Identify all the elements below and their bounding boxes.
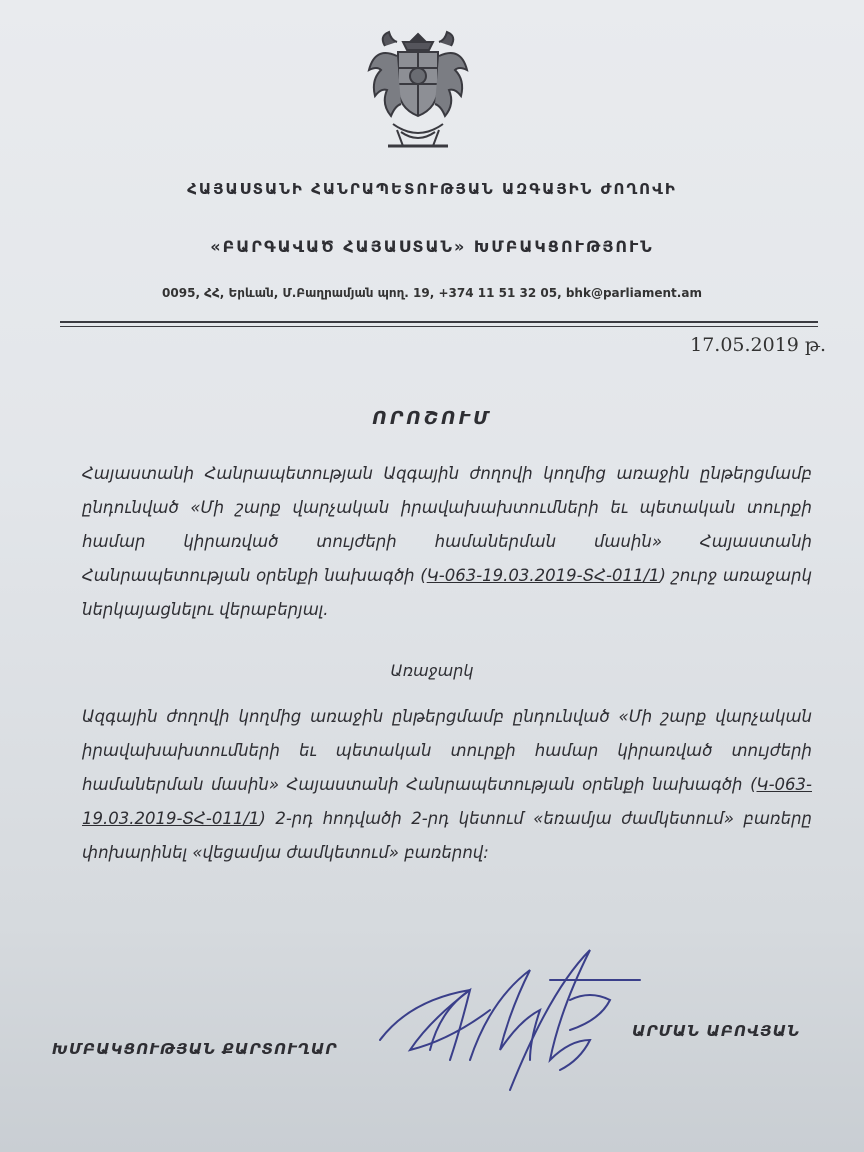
document-title: ՈՐՈՇՈՒՄ xyxy=(372,408,492,429)
coat-of-arms-icon xyxy=(363,28,473,156)
signatory-position: ԽՄԲԱԿՑՈՒԹՅԱՆ ՔԱՐՏՈՒՂԱՐ xyxy=(52,1040,338,1058)
proposal-paragraph xyxy=(82,700,812,870)
bill-code: Կ-063-19.03.2019-ՏՀ-011/1 xyxy=(82,775,812,828)
faction-heading: «ԲԱՐԳԱՎԱԾ ՀԱՅԱՍՏԱՆ» ԽՄԲԱԿՑՈՒԹՅՈՒՆ xyxy=(210,237,654,256)
document-date: 17.05.2019 թ. xyxy=(690,334,826,356)
signatory-name: ԱՐՄԱՆ ԱԲՈՎՅԱՆ xyxy=(632,1022,801,1040)
decision-paragraph xyxy=(82,457,812,627)
paragraph-text: Ազգային ժողովի կողմից առաջին ընթերցմամբ ընդունված «Մի շարք վարչական իրավախախտումների եւ պետական տուրքի համար կիրառված տույժերի համաներման մասին» Հայաստանի Հանրապետության օրենքի նախագծի ( xyxy=(82,707,812,794)
paragraph-text-end: ) 2-րդ հոդվածի 2-րդ կետում «եռամյա ժամկետում» բառերը փոխարինել «վեցամյա ժամկետում» բառերով: xyxy=(82,809,812,862)
proposal-heading: Առաջարկ xyxy=(390,661,474,680)
header-divider xyxy=(60,321,818,323)
header-divider-thin xyxy=(60,326,818,327)
paragraph-text: Հայաստանի Հանրապետության Ազգային ժողովի կողմից առաջին ընթերցմամբ ընդունված «Մի շարք վարչական իրավախախտումների եւ պետական տուրքի համար կիրառված տույժերի համաներման մասին» Հայաստանի Հանրապետության օրենքի նախագծի ( xyxy=(82,464,812,585)
bill-code: Կ-063-19.03.2019-ՏՀ-011/1 xyxy=(426,566,660,585)
parliament-heading: ՀԱՅԱՍՏԱՆԻ ՀԱՆՐԱՊԵՏՈՒԹՅԱՆ ԱԶԳԱՅԻՆ ԺՈՂՈՎԻ xyxy=(187,180,677,198)
handwritten-signature xyxy=(370,940,670,1100)
address-line: 0095, ՀՀ, Երևան, Մ.Բաղրամյան պող. 19, +374 11 51 32 05, bhk@parliament.am xyxy=(162,286,702,300)
paragraph-text-end: ) շուրջ առաջարկ ներկայացնելու վերաբերյալ. xyxy=(82,566,812,619)
